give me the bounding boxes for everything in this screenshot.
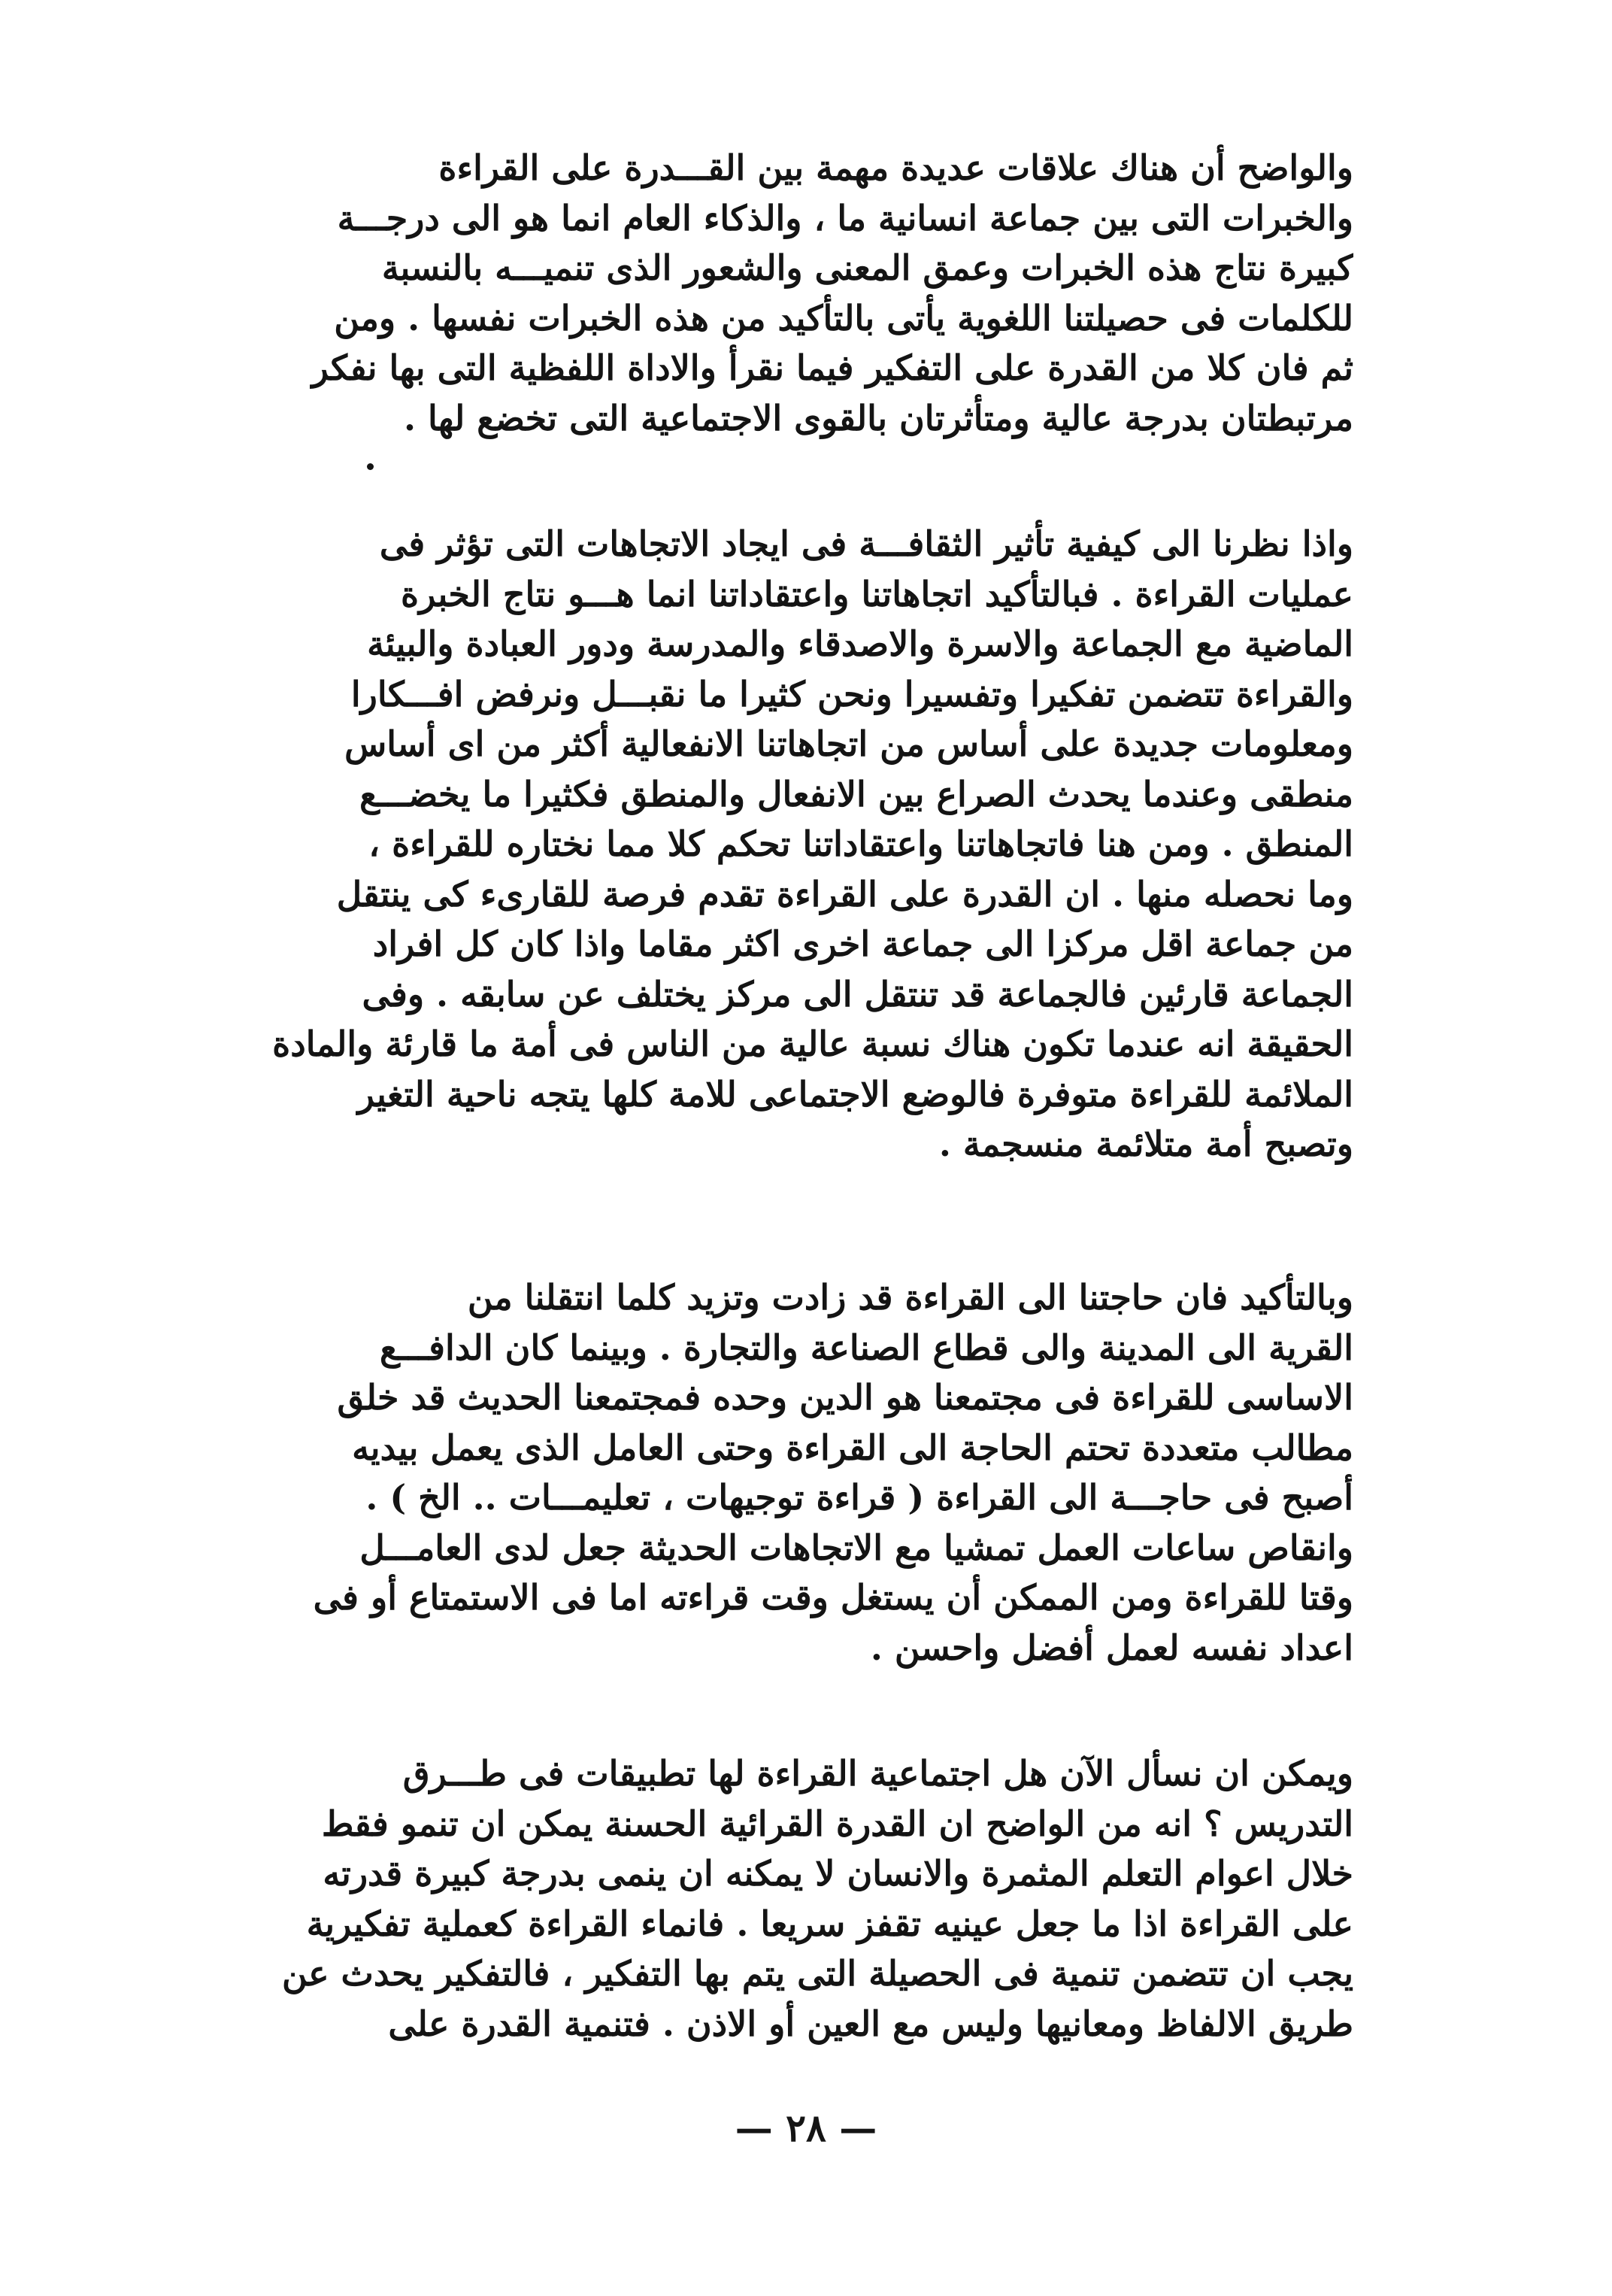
paragraph-3 xyxy=(271,1272,1353,1673)
paragraph-2-line: المنطق . ومن هنا فاتجاهاتنا واعتقاداتنا تحكم كلا مما نختاره للقراءة ، xyxy=(368,823,1353,864)
paragraph-2-line: ومعلومات جديدة على أساس من اتجاهاتنا الانفعالية أكثر من اى أساس xyxy=(344,723,1353,764)
paragraph-1 xyxy=(271,143,1353,443)
paragraph-2 xyxy=(271,519,1353,1169)
paragraph-2-line: واذا نظرنا الى كيفية تأثير الثقافـــة فى ايجاد الاتجاهات التى تؤثر فى xyxy=(379,523,1353,564)
stray-dot-mark xyxy=(367,463,374,470)
page-number: — ٢٨ — xyxy=(735,2106,877,2150)
paragraph-4 xyxy=(271,1749,1353,2049)
paragraph-2-line: الملائمة للقراءة متوفرة فالوضع الاجتماعى للامة كلها يتجه ناحية التغير xyxy=(357,1073,1353,1115)
paragraph-1-line: والواضح أن هناك علاقات عديدة مهمة بين القـــدرة على القراءة xyxy=(438,147,1353,188)
paragraph-1-line: ثم فان كلا من القدرة على التفكير فيما نقرأ والاداة اللفظية التى بها نفكر xyxy=(311,347,1353,388)
paragraph-1-line: كبيرة نتاج هذه الخبرات وعمق المعنى والشعور الذى تنميـــه بالنسبة xyxy=(381,247,1353,288)
paragraph-2-line: عمليات القراءة . فبالتأكيد اتجاهاتنا واعتقاداتنا انما هـــو نتاج الخبرة xyxy=(400,573,1353,614)
paragraph-2-line: وتصبح أمة متلائمة منسجمة . xyxy=(938,1124,1353,1164)
paragraph-4-line: على القراءة اذا ما جعل عينيه تقفز سريعا . فانماء القراءة كعملية تفكيرية xyxy=(306,1903,1353,1944)
paragraph-4-line: خلال اعوام التعلم المثمرة والانسان لا يمكنه ان ينمى بدرجة كبيرة قدرته xyxy=(323,1853,1353,1894)
paragraph-3-line: القرية الى المدينة والى قطاع الصناعة والتجارة . وبينما كان الدافـــع xyxy=(380,1327,1353,1368)
paragraph-2-line: الحقيقة انه عندما تكون هناك نسبة عالية من الناس فى أمة ما قارئة والمادة xyxy=(272,1024,1353,1064)
paragraph-1-line: والخبرات التى بين جماعة انسانية ما ، والذكاء العام انما هو الى درجـــة xyxy=(337,197,1353,238)
paragraph-2-line: من جماعة اقل مركزا الى جماعة اخرى اكثر مقاما واذا كان كل افراد xyxy=(372,924,1353,964)
paragraph-3-line: وانقاص ساعات العمل تمشيا مع الاتجاهات الحديثة جعل لدى العامـــل xyxy=(359,1527,1353,1568)
paragraph-3-line: أصبح فى حاجـــة الى القراءة ( قراءة توجيهات ، تعليمـــات .. الخ ) . xyxy=(365,1477,1353,1518)
paragraph-1-line: مرتبطتان بدرجة عالية ومتأثرتان بالقوى الاجتماعية التى تخضع لها . xyxy=(403,397,1353,438)
paragraph-4-line: التدريس ؟ انه من الواضح ان القدرة القرائية الحسنة يمكن ان تنمو فقط xyxy=(321,1803,1353,1844)
paragraph-2-line: الماضية مع الجماعة والاسرة والاصدقاء والمدرسة ودور العبادة والبيئة xyxy=(367,623,1353,664)
paragraph-2-line: منطقى وعندما يحدث الصراع بين الانفعال والمنطق فكثيرا ما يخضـــع xyxy=(359,773,1353,814)
paragraph-4-line: طريق الالفاظ ومعانيها وليس مع العين أو الاذن . فتنمية القدرة على xyxy=(388,2003,1353,2044)
paragraph-3-line: مطالب متعددة تحتم الحاجة الى القراءة وحتى العامل الذى يعمل بيديه xyxy=(352,1427,1353,1468)
paragraph-4-line: ويمكن ان نسأل الآن هل اجتماعية القراءة لها تطبيقات فى طـــرق xyxy=(402,1753,1353,1794)
paragraph-2-line: والقراءة تتضمن تفكيرا وتفسيرا ونحن كثيرا ما نقبـــل ونرفض افـــكارا xyxy=(350,673,1353,714)
paragraph-3-line: وبالتأكيد فان حاجتنا الى القراءة قد زادت وتزيد كلما انتقلنا من xyxy=(467,1277,1353,1318)
paragraph-4-line: يجب ان تتضمن تنمية فى الحصيلة التى يتم بها التفكير ، فالتفكير يحدث عن xyxy=(282,1953,1353,1994)
paragraph-1-line: للكلمات فى حصيلتنا اللغوية يأتى بالتأكيد من هذه الخبرات نفسها . ومن xyxy=(334,297,1353,338)
paragraph-2-line: الجماعة قارئين فالجماعة قد تنتقل الى مركز يختلف عن سابقه . وفى xyxy=(362,973,1353,1015)
paragraph-3-line: وقتا للقراءة ومن الممكن أن يستغل وقت قراءته اما فى الاستمتاع أو فى xyxy=(313,1577,1353,1618)
paragraph-3-line: اعداد نفسه لعمل أفضل واحسن . xyxy=(870,1627,1353,1668)
paragraph-2-line: وما نحصله منها . ان القدرة على القراءة تقدم فرصة للقارىء كى ينتقل xyxy=(336,873,1353,914)
paragraph-3-line: الاساسى للقراءة فى مجتمعنا هو الدين وحده فمجتمعنا الحديث قد خلق xyxy=(337,1377,1353,1418)
